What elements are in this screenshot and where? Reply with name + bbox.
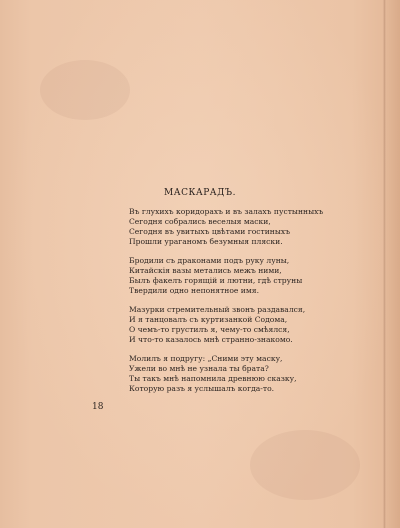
poem-line: Сегодня въ увитыхъ цвѣтами гостиныхъ <box>129 227 291 236</box>
poem-line: Мазурки стремительный звонъ раздавался, <box>129 305 306 314</box>
poem-body <box>129 207 369 403</box>
poem-line: Твердили одно непонятное имя. <box>129 286 259 295</box>
stanza <box>129 354 369 394</box>
poem-line: О чемъ-то грустилъ я, чему-то смѣялся, <box>129 325 290 334</box>
poem-line: Которую разъ я услышалъ когда-то. <box>129 384 275 393</box>
paper-stain <box>250 430 360 500</box>
poem-line: Сегодня собрались веселыя маски, <box>129 217 271 226</box>
poem-line: Былъ факелъ горящій и лютни, гдѣ струны <box>129 276 303 285</box>
paper-stain <box>40 60 130 120</box>
poem-line: Въ глухихъ коридорахъ и въ залахъ пустынныхъ <box>129 207 324 216</box>
poem-title: МАСКАРАДЪ. <box>164 188 236 198</box>
poem-line: Прошли ураганомъ безумныя пляски. <box>129 237 283 246</box>
page-edge <box>386 0 400 528</box>
poem-line: Молилъ я подругу: „Сними эту маску, <box>129 354 283 363</box>
stanza <box>129 256 369 296</box>
page-number: 18 <box>92 402 104 412</box>
poem-line: Бродили съ драконами подъ руку луны, <box>129 256 290 265</box>
poem-line: Ты такъ мнѣ напомнила древнюю сказку, <box>129 374 297 383</box>
poem-line: Китайскія вазы метались межъ ними, <box>129 266 282 275</box>
stanza <box>129 207 369 247</box>
poem-line: И я танцовалъ съ куртизанкой Содома, <box>129 315 288 324</box>
poem-line: Ужели во мнѣ не узнала ты брата? <box>129 364 269 373</box>
page-fold <box>383 0 386 528</box>
stanza <box>129 305 369 345</box>
poem-line: И что-то казалось мнѣ странно-знакомо. <box>129 335 293 344</box>
